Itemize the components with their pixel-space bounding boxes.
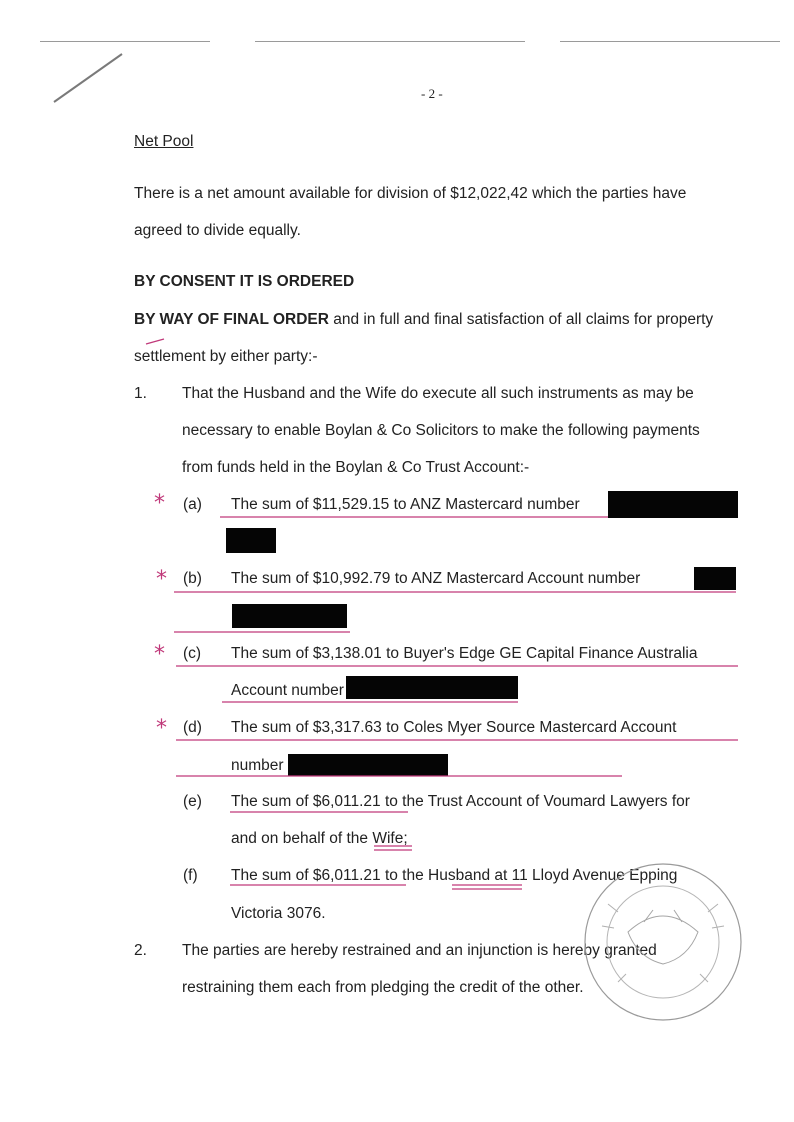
- final-order-rest: and in full and final satisfaction of all claims for property: [328, 311, 714, 328]
- payment-b-label: (b): [183, 570, 202, 587]
- pen-underline-b: [170, 588, 740, 638]
- payment-d-line1: The sum of $3,317.63 to Coles Myer Source Mastercard Account: [231, 719, 677, 736]
- order-1-line2: necessary to enable Boylan & Co Solicitors to make the following payments: [182, 422, 700, 439]
- payment-c-line2: Account number: [231, 682, 344, 699]
- payment-e-line1: The sum of $6,011.21 to the Trust Account of Voumard Lawyers for: [231, 793, 690, 810]
- asterisk-mark-d: *: [156, 716, 167, 741]
- asterisk-mark-b: *: [156, 567, 167, 592]
- consent-heading: BY CONSENT IT IS ORDERED: [134, 273, 355, 290]
- final-order-line1: [134, 311, 713, 329]
- pen-underline-e: [226, 808, 426, 856]
- pen-underline-f: [226, 881, 536, 895]
- payment-f-line2: Victoria 3076.: [231, 905, 326, 922]
- pen-underline-c: [172, 664, 742, 706]
- payment-c-label: (c): [183, 645, 202, 662]
- payment-e-line2: and on behalf of the Wife;: [231, 830, 408, 847]
- page-number: - 2 -: [421, 86, 443, 101]
- order-1-line1: That the Husband and the Wife do execute all such instruments as may be: [182, 385, 694, 402]
- payment-a-label: (a): [183, 496, 202, 513]
- order-2-number: 2.: [134, 942, 147, 959]
- payment-f-label: (f): [183, 867, 198, 884]
- order-1-line3: from funds held in the Boylan & Co Trust Account:-: [182, 459, 530, 476]
- top-rule-left: [40, 41, 210, 42]
- order-1-number: 1.: [134, 385, 147, 402]
- final-order-bold: BY WAY OF FINAL ORDER: [134, 311, 329, 328]
- payment-a-line1: The sum of $11,529.15 to ANZ Mastercard number: [231, 496, 580, 513]
- pen-underline-d: [172, 738, 742, 780]
- pen-tick-mark: [144, 336, 168, 346]
- pen-underline-a: [220, 514, 740, 520]
- payment-b-line1: The sum of $10,992.79 to ANZ Mastercard Account number: [231, 570, 641, 587]
- net-pool-text-line2: agreed to divide equally.: [134, 222, 301, 239]
- payment-e-label: (e): [183, 793, 202, 810]
- order-2-line1: The parties are hereby restrained and an injunction is hereby granted: [182, 942, 657, 959]
- net-pool-heading: Net Pool: [134, 133, 194, 150]
- top-rule-right: [560, 41, 780, 42]
- payment-d-label: (d): [183, 719, 202, 736]
- payment-f-line1: The sum of $6,011.21 to the Husband at 11 Lloyd Avenue Epping: [231, 867, 678, 884]
- final-order-line2: settlement by either party:-: [134, 348, 318, 365]
- asterisk-mark-a: *: [154, 491, 165, 516]
- top-rule-middle: [255, 41, 525, 42]
- net-pool-text-line1: There is a net amount available for division of $12,022,42 which the parties have: [134, 185, 687, 202]
- asterisk-mark-c: *: [154, 642, 165, 667]
- pen-mark-stroke: [50, 50, 130, 110]
- payment-d-line2: number: [231, 757, 284, 774]
- court-seal: [578, 860, 748, 1025]
- order-2-line2: restraining them each from pledging the credit of the other.: [182, 979, 584, 996]
- payment-c-line1: The sum of $3,138.01 to Buyer's Edge GE Capital Finance Australia: [231, 645, 698, 662]
- redaction-b1: [694, 567, 736, 590]
- redaction-a2: [226, 528, 276, 553]
